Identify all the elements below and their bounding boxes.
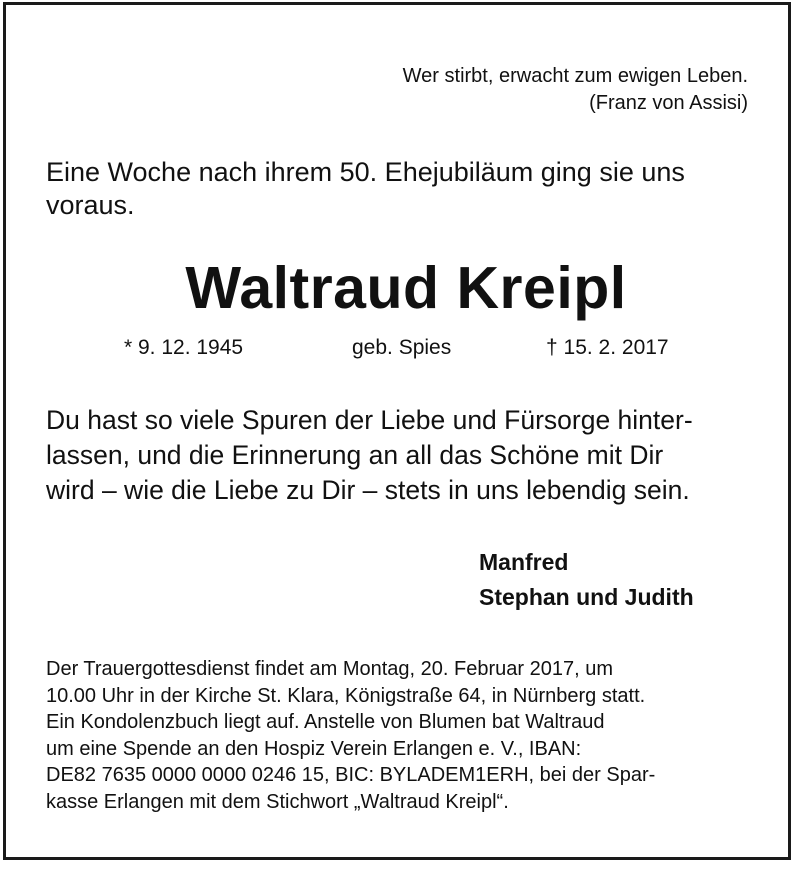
verse-line: lassen, und die Erinnerung an all das Schöne mit Dir [46,440,664,470]
intro-line: Eine Woche nach ihrem 50. Ehejubiläum ging sie uns [46,157,685,187]
quote-author: (Franz von Assisi) [589,92,748,114]
details-line: DE82 7635 0000 0000 0246 15, BIC: BYLADEM1ERH, bei der Spar- [46,764,656,786]
mourner-name: Manfred [479,549,569,575]
details-line: Ein Kondolenzbuch liegt auf. Anstelle von Blumen bat Waltraud [46,711,605,733]
details-line: kasse Erlangen mit dem Stichwort „Waltraud Kreipl“. [46,790,509,813]
mourners [479,545,694,615]
mourner-name: Stephan und Judith [479,584,694,610]
quote-text: Wer stirbt, erwacht zum ewigen Leben. [402,65,748,87]
maiden-name: geb. Spies [352,336,452,359]
deceased-name: Waltraud Kreipl [185,255,627,321]
verse-line: Du hast so viele Spuren der Liebe und Fürsorge hinter- [46,405,693,435]
service-details [46,656,766,815]
verse-line: wird – wie die Liebe zu Dir – stets in uns lebendig sein. [46,475,690,505]
quote [403,63,748,117]
details-line: um eine Spende an den Hospiz Verein Erlangen e. V., IBAN: [46,737,582,760]
intro-text [46,156,776,222]
death-date: † 15. 2. 2017 [546,336,669,359]
memorial-verse [46,403,771,508]
birth-date: * 9. 12. 1945 [124,336,244,359]
details-line: 10.00 Uhr in der Kirche St. Klara, Königstraße 64, in Nürnberg statt. [46,684,646,707]
obituary-notice [3,2,791,860]
details-line: Der Trauergottesdienst findet am Montag, 20. Februar 2017, um [46,658,613,680]
intro-line: voraus. [46,190,135,220]
